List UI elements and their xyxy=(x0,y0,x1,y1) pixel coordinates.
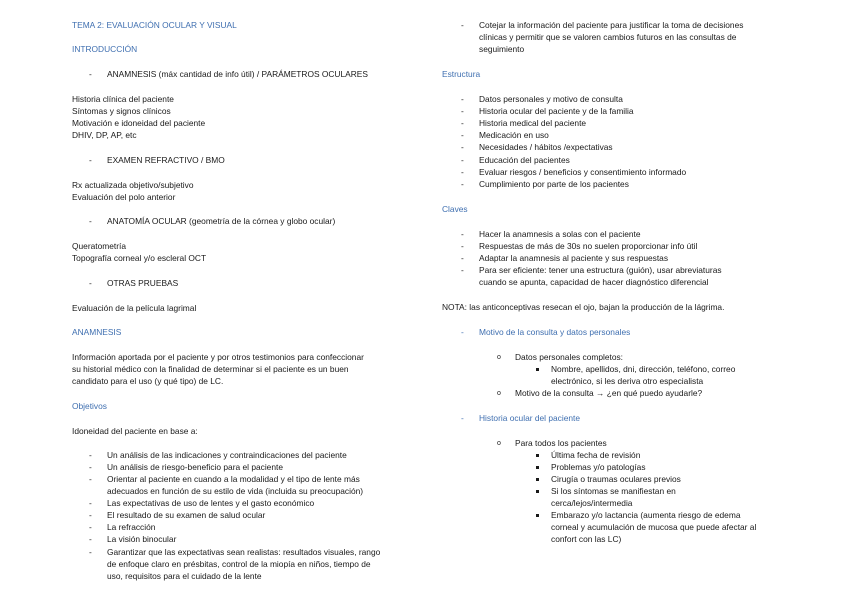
objetivo-item-cont: adecuados en función de su estilo de vida (incluida su preocupación) xyxy=(107,486,364,496)
objetivo-item: - La visión binocular xyxy=(107,534,176,545)
claves-item: - Hacer la anamnesis a solas con el paciente xyxy=(479,229,641,240)
claves-item: - Para ser eficiente: tener una estructura (guión), usar abreviaturas xyxy=(479,265,722,276)
cotejar-item-cont: clínicas y permitir que se valoren cambios futuros en las consultas de xyxy=(479,32,737,42)
todos-item: o Para todos los pacientes xyxy=(515,438,607,449)
todos-sub-item: Cirugía o traumas oculares previos xyxy=(551,474,681,484)
todos-sub-item: Si los síntomas se manifiestan en xyxy=(551,486,676,496)
estructura-item: - Educación del pacientes xyxy=(479,155,570,166)
motivo-item: o Motivo de la consulta → ¿en qué puedo ayudarle? xyxy=(515,388,702,399)
anatomia-bullet: - ANATOMÍA OCULAR (geometría de la córnea y globo ocular) xyxy=(107,216,335,227)
cotejar-item: - Cotejar la información del paciente para justificar la toma de decisiones xyxy=(479,20,743,31)
objetivos-heading: Objetivos xyxy=(72,401,107,411)
document-title: TEMA 2: EVALUACIÓN OCULAR Y VISUAL xyxy=(72,20,237,30)
anamnesis-line: Historia clínica del paciente xyxy=(72,94,174,104)
anamnesis-line: Motivación e idoneidad del paciente xyxy=(72,118,206,128)
datos-sub-item: Nombre, apellidos, dni, dirección, teléfono, correo xyxy=(551,364,736,374)
anamnesis-paragraph: Información aportada por el paciente y por otros testimonios para confeccionar xyxy=(72,352,364,362)
anatomia-line: Topografía corneal y/o escleral OCT xyxy=(72,253,207,263)
estructura-item: - Historia ocular del paciente y de la familia xyxy=(479,106,634,117)
claves-item-cont: cuando se apunta, capacidad de hacer diagnóstico diferencial xyxy=(479,277,709,287)
anamnesis-paragraph: su historial médico con la finalidad de determinar si el paciente es un buen xyxy=(72,364,349,374)
estructura-heading: Estructura xyxy=(442,69,481,79)
refractivo-bullet: - EXAMEN REFRACTIVO / BMO xyxy=(107,155,225,166)
anamnesis-line: DHIV, DP, AP, etc xyxy=(72,130,137,140)
objetivo-item: - El resultado de su examen de salud ocular xyxy=(107,510,265,521)
estructura-item: - Historia medical del paciente xyxy=(479,118,586,129)
anamnesis-bullet: - ANAMNESIS (máx cantidad de info útil) / PARÁMETROS OCULARES xyxy=(107,69,368,80)
claves-item: - Respuestas de más de 30s no suelen proporcionar info útil xyxy=(479,241,697,252)
claves-item: - Adaptar la anamnesis al paciente y sus respuestas xyxy=(479,253,668,264)
objetivo-item: - Las expectativas de uso de lentes y el gasto económico xyxy=(107,498,314,509)
refractivo-line: Rx actualizada objetivo/subjetivo xyxy=(72,180,194,190)
objetivo-item: - Un análisis de las indicaciones y contraindicaciones del paciente xyxy=(107,450,347,461)
objetivo-item: - La refracción xyxy=(107,522,155,533)
objetivo-item: - Un análisis de riesgo-beneficio para el paciente xyxy=(107,462,283,473)
estructura-item: - Datos personales y motivo de consulta xyxy=(479,94,623,105)
objetivo-item: - Garantizar que las expectativas sean realistas: resultados visuales, rango xyxy=(107,547,380,558)
datos-item: o Datos personales completos: xyxy=(515,352,623,363)
motivo-heading: - Motivo de la consulta y datos personales xyxy=(479,327,630,338)
estructura-item: - Cumplimiento por parte de los pacientes xyxy=(479,179,629,190)
anamnesis-line: Síntomas y signos clínicos xyxy=(72,106,171,116)
datos-sub-item-cont: electrónico, si les deriva otro especialista xyxy=(551,376,704,386)
todos-sub-item: Última fecha de revisión xyxy=(551,450,641,460)
historia-heading: - Historia ocular del paciente xyxy=(479,413,580,424)
todos-sub-item: Embarazo y/o lactancia (aumenta riesgo de edema xyxy=(551,510,741,520)
anamnesis-paragraph: candidato para el uso (y qué tipo) de LC. xyxy=(72,376,224,386)
objetivo-item-cont: de enfoque claro en présbitas, control de la miopía en niños, tiempo de xyxy=(107,559,371,569)
todos-sub-item-cont: cerca/lejos/intermedia xyxy=(551,498,633,508)
intro-heading: INTRODUCCIÓN xyxy=(72,44,138,54)
refractivo-line: Evaluación del polo anterior xyxy=(72,192,176,202)
idoneidad-line: Idoneidad del paciente en base a: xyxy=(72,426,198,436)
estructura-item: - Evaluar riesgos / beneficios y consentimiento informado xyxy=(479,167,686,178)
nota-line: NOTA: las anticonceptivas resecan el ojo, bajan la producción de la lágrima. xyxy=(442,302,725,312)
objetivo-item-cont: uso, requisitos para el cuidado de la lente xyxy=(107,571,262,581)
cotejar-item-cont: seguimiento xyxy=(479,44,525,54)
todos-sub-item: Problemas y/o patologías xyxy=(551,462,646,472)
otras-bullet: - OTRAS PRUEBAS xyxy=(107,278,178,289)
todos-sub-item-cont: corneal y acumulación de mucosa que puede afectar al xyxy=(551,522,757,532)
anamnesis-heading: ANAMNESIS xyxy=(72,327,122,337)
otras-line: Evaluación de la película lagrimal xyxy=(72,303,197,313)
objetivo-item: - Orientar al paciente en cuando a la modalidad y el tipo de lente más xyxy=(107,474,360,485)
todos-sub-item-cont: confort con las LC) xyxy=(551,534,622,544)
claves-heading: Claves xyxy=(442,204,468,214)
estructura-item: - Necesidades / hábitos /expectativas xyxy=(479,142,613,153)
anatomia-line: Queratometría xyxy=(72,241,126,251)
estructura-item: - Medicación en uso xyxy=(479,130,549,141)
